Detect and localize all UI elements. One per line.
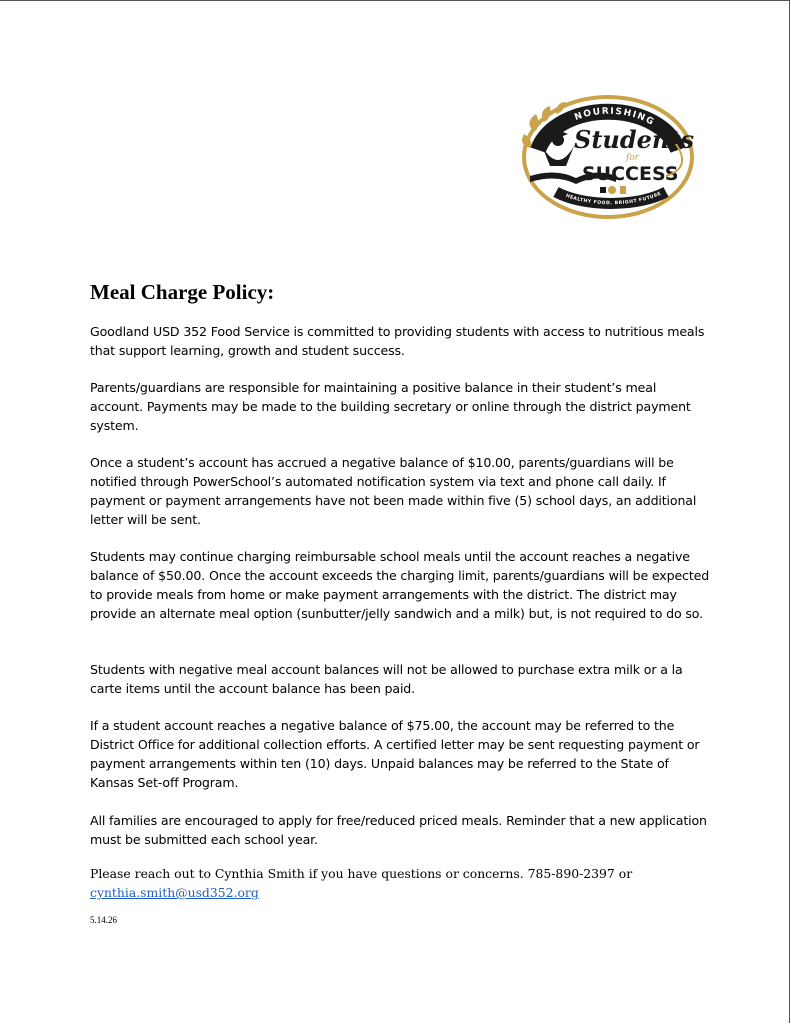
page-title: Meal Charge Policy: [90,280,275,304]
document-date: 5.14.26 [90,915,117,925]
paragraph-charging-limit: Students may continue charging reimbursable school meals until the account reaches a negative balance of $50.00. Once the account exceeds the charging limit, parents/guardians will be expected to provide meals from home or make payment arrangements with the district. The district may provide an alternate meal option (sunbutter/jelly sandwich and a milk) but, is not required to do so. [90,549,710,621]
paragraph-extra-purchases: Students with negative meal account balances will not be allowed to purchase extra milk or a la carte items until the account balance has been paid. [90,662,683,696]
logo-arc-text: NOURISHING [573,106,657,129]
logo-ribbon-text: HEALTHY FOOD. BRIGHT FUTURE [564,191,663,207]
paragraph-notification: Once a student’s account has accrued a negative balance of $10.00, parents/guardians will be notified through PowerSchool’s automated notification system via text and phone call daily. If payment or payment arrangements have not been made within five (5) school days, an additional letter will be sent. [90,455,697,527]
nourishing-students-logo [516,92,696,222]
paragraph-collections: If a student account reaches a negative balance of $75.00, the account may be referred to the District Office for additional collection efforts. A certified letter may be sent requesting payment or payment arrangements within ten (10) days. Unpaid balances may be referred to the State of Kansas Set-off Program. [90,718,700,790]
contact-text: Please reach out to Cynthia Smith if you have questions or concerns. 785-890-2397 or [90,866,633,881]
contact-line [90,864,710,902]
contact-email-link[interactable]: cynthia.smith@usd352.org [90,885,259,900]
paragraph-responsibility: Parents/guardians are responsible for maintaining a positive balance in their student’s meal account. Payments may be made to the building secretary or online through the district payment system. [90,380,691,433]
paragraph-commitment: Goodland USD 352 Food Service is committed to providing students with access to nutritious meals that support learning, growth and student success. [90,324,705,358]
logo-script-text: Students [574,125,694,154]
logo-success-text: SUCCESS [582,163,679,185]
logo-for-text: for [626,153,640,163]
paragraph-free-reduced: All families are encouraged to apply for free/reduced priced meals. Reminder that a new application must be submitted each school year. [90,813,707,847]
logo-graphic [516,92,696,222]
